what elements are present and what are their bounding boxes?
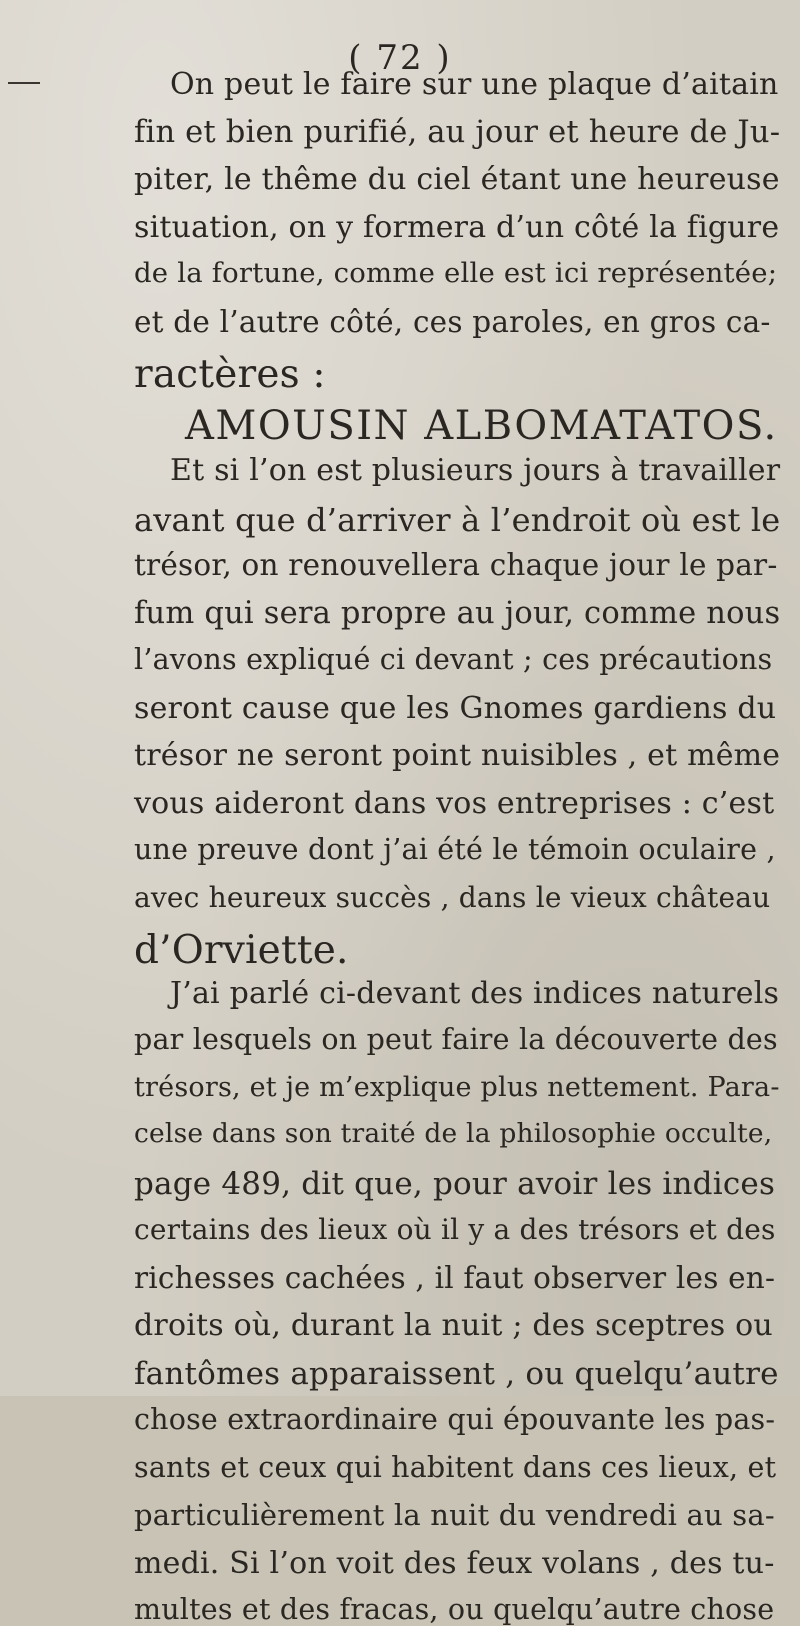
text-line: fin et bien purifié, au jour et heure de Ju- bbox=[134, 114, 781, 150]
text-line: chose extraordinaire qui épouvante les pas- bbox=[134, 1403, 776, 1436]
page-number: ( 72 ) bbox=[348, 38, 452, 78]
text-line: multes et des fracas, ou quelqu’autre chose bbox=[134, 1593, 775, 1626]
text-line: ractères : bbox=[134, 352, 326, 397]
text-line: seront cause que les Gnomes gardiens du bbox=[134, 690, 777, 726]
text-line: certains des lieux où il y a des trésors et des bbox=[134, 1213, 776, 1246]
text-line: trésors, et je m’explique plus nettement. Para- bbox=[134, 1071, 780, 1103]
text-line: celse dans son traité de la philosophie occulte, bbox=[134, 1118, 773, 1149]
text-line: situation, on y formera d’un côté la figure bbox=[134, 209, 780, 245]
text-line: par lesquels on peut faire la découverte des bbox=[134, 1023, 778, 1056]
text-line: d’Orviette. bbox=[134, 928, 349, 973]
text-line: vous aideront dans vos entreprises : c’est bbox=[134, 785, 775, 821]
text-line: J’ai parlé ci-devant des indices naturels bbox=[170, 975, 780, 1011]
text-line: fum qui sera propre au jour, comme nous bbox=[134, 595, 781, 631]
text-line: Et si l’on est plusieurs jours à travailler bbox=[170, 453, 781, 488]
text-line: fantômes apparaissent , ou quelqu’autre bbox=[134, 1355, 779, 1392]
text-line: et de l’autre côté, ces paroles, en gros ca- bbox=[134, 304, 771, 339]
text-line: page 489, dit que, pour avoir les indices bbox=[134, 1165, 776, 1202]
text-line: medi. Si l’on voit des feux volans , des tu- bbox=[134, 1545, 775, 1581]
text-line: richesses cachées , il faut observer les en- bbox=[134, 1260, 776, 1295]
margin-mark bbox=[8, 82, 40, 84]
text-line: une preuve dont j’ai été le témoin oculaire , bbox=[134, 833, 776, 866]
text-line: trésor, on renouvellera chaque jour le par- bbox=[134, 548, 778, 582]
text-line: l’avons expliqué ci devant ; ces précautions bbox=[134, 643, 773, 676]
text-line: trésor ne seront point nuisibles , et même bbox=[134, 738, 781, 773]
text-line: de la fortune, comme elle est ici représentée; bbox=[134, 257, 778, 289]
text-line: particulièrement la nuit du vendredi au sa- bbox=[134, 1498, 775, 1532]
inscription-heading: AMOUSIN ALBOMATATOS. bbox=[185, 402, 778, 449]
text-line: On peut le faire sur une plaque d’aitain bbox=[170, 67, 779, 102]
text-line: avec heureux succès , dans le vieux château bbox=[134, 880, 771, 914]
text-line: sants et ceux qui habitent dans ces lieux, et bbox=[134, 1450, 777, 1484]
text-line: droits où, durant la nuit ; des sceptres ou bbox=[134, 1308, 773, 1343]
text-line: piter, le thême du ciel étant une heureuse bbox=[134, 162, 780, 197]
text-line: avant que d’arriver à l’endroit où est le bbox=[134, 500, 781, 539]
